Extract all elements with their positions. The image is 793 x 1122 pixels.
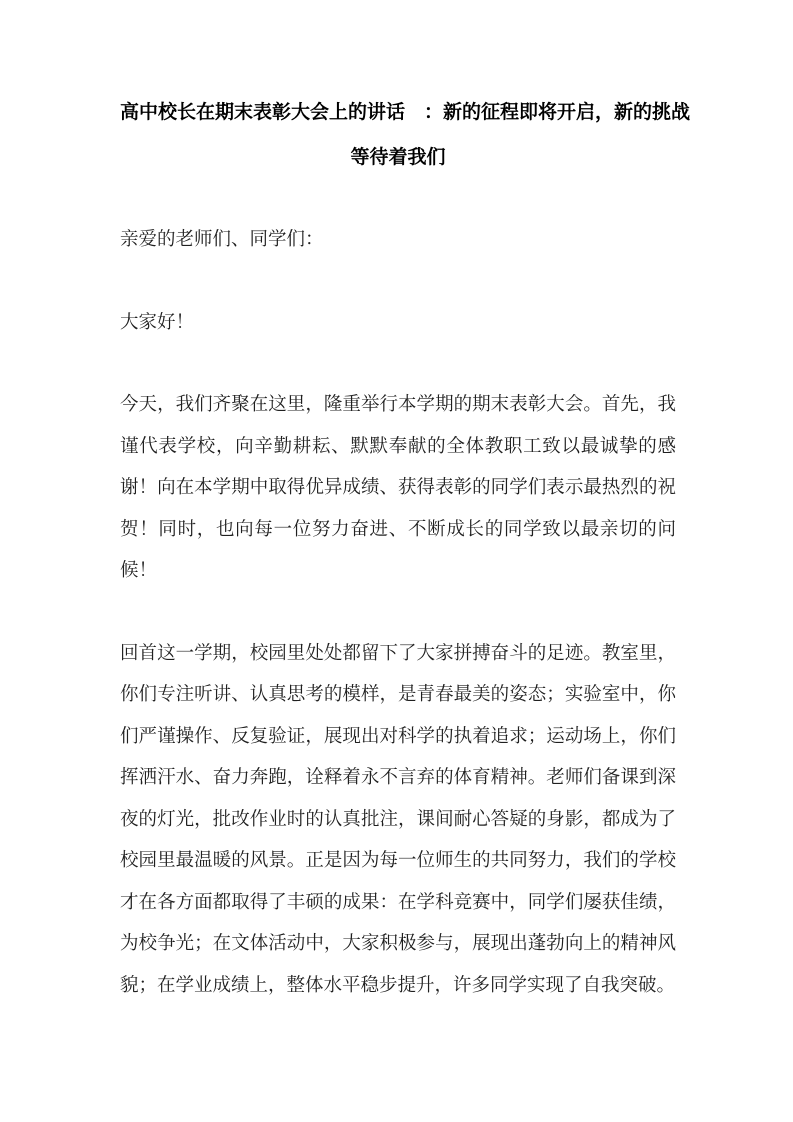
document-title-line-2: 等待着我们 — [350, 147, 446, 168]
opening-thanks-paragraph: 今天，我们齐聚在这里，隆重举行本学期的期末表彰大会。首先，我谨代表学校，向辛勤耕耘、默默奉献的全体教职工致以最诚挚的感谢！向在本学期中取得优异成绩、获得表彰的同学们表示最热烈的祝贺！同时，也向每一位努力奋进、不断成长的同学致以最亲切的问候！ — [120, 395, 676, 581]
salutation-paragraph: 亲爱的老师们、同学们： — [120, 230, 324, 250]
greeting-paragraph: 大家好！ — [120, 312, 195, 333]
document-title-line-1: 高中校长在期末表彰大会上的讲话 ：新的征程即将开启，新的挑战 — [120, 102, 691, 123]
document-title — [120, 90, 691, 180]
semester-review-paragraph: 回首这一学期，校园里处处都留下了大家拼搏奋斗的足迹。教室里，你们专注听讲、认真思考的模样，是青春最美的姿态；实验室中，你们严谨操作、反复验证，展现出对科学的执着追求；运动场上，你们挥洒汗水、奋力奔跑，诠释着永不言弃的体育精神。老师们备课到深夜的灯光，批改作业时的认真批注，课间耐心答疑的身影，都成为了校园里最温暖的风景。正是因为每一位师生的共同努力，我们的学校才在各方面都取得了丰硕的成果：在学科竞赛中，同学们屡获佳绩，为校争光；在文体活动中，大家积极参与，展现出蓬勃向上的精神风貌；在学业成绩上，整体水平稳步提升，许多同学实现了自我突破。 — [120, 643, 676, 996]
